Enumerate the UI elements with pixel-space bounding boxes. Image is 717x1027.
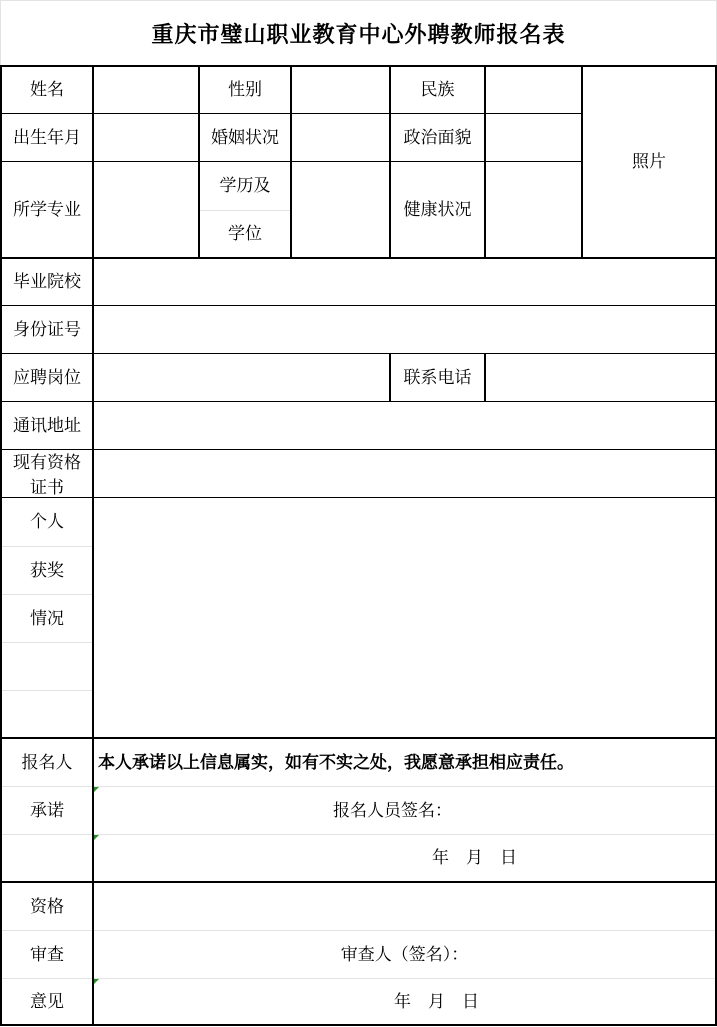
health-label: 健康状况 <box>403 199 472 220</box>
review-label-line3: 意见 <box>30 991 64 1012</box>
gender-field[interactable] <box>292 67 389 113</box>
pledge-label-line2: 承诺 <box>30 800 64 821</box>
address-field[interactable] <box>94 402 715 449</box>
major-label: 所学专业 <box>13 199 81 220</box>
id-number-field[interactable] <box>94 306 715 353</box>
awards-label-line2: 获奖 <box>30 560 64 581</box>
certificate-label-line2: 证书 <box>30 478 64 497</box>
form-title: 重庆市璧山职业教育中心外聘教师报名表 <box>151 21 566 48</box>
rule <box>0 1024 717 1026</box>
education-label-line1: 学历及 <box>219 176 271 196</box>
position-field[interactable] <box>94 354 389 401</box>
certificate-field[interactable] <box>94 450 715 497</box>
awards-label-line3: 情况 <box>30 608 64 629</box>
political-label: 政治面貌 <box>403 127 472 148</box>
awards-label-line1: 个人 <box>30 512 64 532</box>
birth-field[interactable] <box>94 114 198 161</box>
gender-label: 性别 <box>228 80 262 100</box>
major-field[interactable] <box>94 162 198 257</box>
pledge-date[interactable]: 年 月 日 <box>432 848 517 868</box>
review-signature[interactable]: 审查人（签名）： <box>340 944 469 965</box>
gridline <box>1 642 92 643</box>
review-label-line2: 审查 <box>30 944 64 965</box>
id-number-label: 身份证号 <box>13 319 81 340</box>
photo-box[interactable]: 照片 <box>632 152 666 172</box>
phone-label: 联系电话 <box>403 367 472 388</box>
comment-marker <box>94 787 99 792</box>
education-label-line2: 学位 <box>228 224 262 244</box>
name-field[interactable] <box>94 67 198 113</box>
review-label-line1: 资格 <box>30 896 64 917</box>
rule <box>0 881 717 883</box>
political-field[interactable] <box>486 114 581 161</box>
ethnicity-label: 民族 <box>420 80 455 100</box>
comment-marker <box>94 979 99 984</box>
name-label: 姓名 <box>30 80 64 100</box>
pledge-statement: 本人承诺以上信息属实，如有不实之处，我愿意承担相应责任。 <box>98 752 574 773</box>
birth-label: 出生年月 <box>13 127 81 148</box>
marital-field[interactable] <box>292 114 389 161</box>
school-field[interactable] <box>94 259 715 305</box>
education-field[interactable] <box>292 162 389 257</box>
awards-field[interactable] <box>94 498 715 737</box>
health-field[interactable] <box>486 162 581 257</box>
pledge-label-line1: 报名人 <box>21 752 73 773</box>
school-label: 毕业院校 <box>13 272 81 292</box>
pledge-signature[interactable]: 报名人员签名： <box>333 800 452 821</box>
phone-field[interactable] <box>486 354 715 401</box>
ethnicity-field[interactable] <box>486 67 581 113</box>
comment-marker <box>94 835 99 840</box>
position-label: 应聘岗位 <box>13 367 81 388</box>
certificate-label <box>2 450 92 497</box>
gridline <box>0 0 1 66</box>
review-date[interactable]: 年 月 日 <box>394 991 479 1012</box>
address-label: 通讯地址 <box>13 415 81 436</box>
gridline <box>0 0 717 1</box>
gridline <box>1 690 92 691</box>
marital-label: 婚姻状况 <box>211 127 279 148</box>
certificate-label-line1: 现有资格 <box>13 453 81 473</box>
